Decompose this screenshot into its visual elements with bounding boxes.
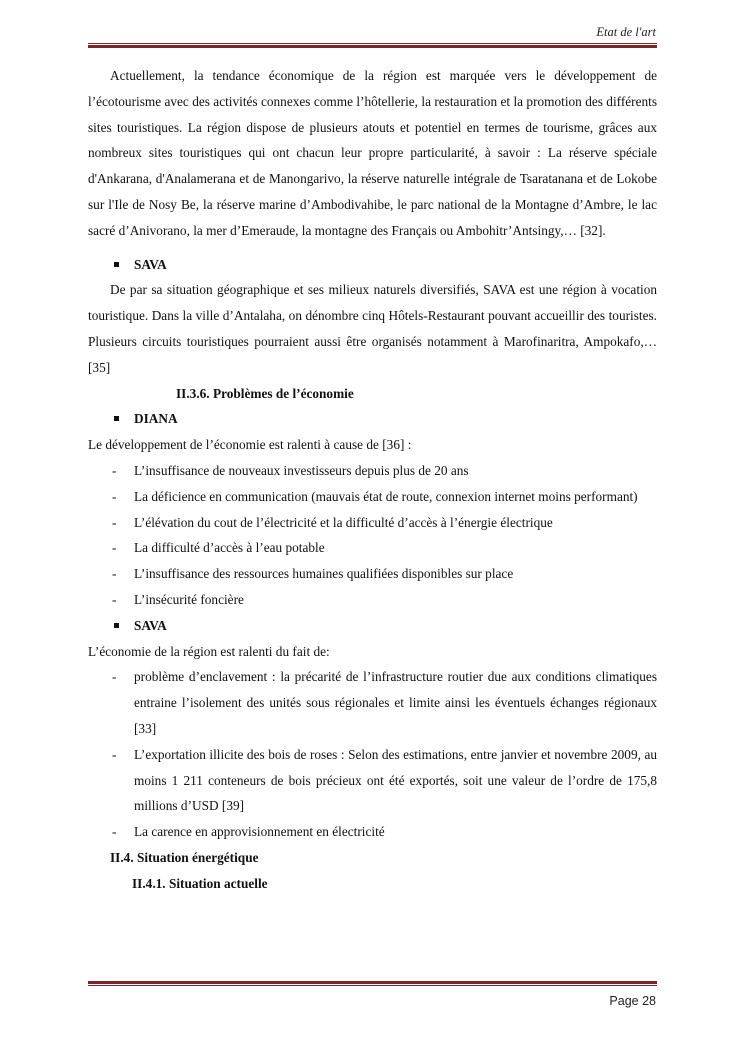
paragraph-tourism-diana: Actuellement, la tendance économique de la région est marquée vers le développement de l’écotourisme avec des activités connexes comme l’hôtellerie, la restauration et la promotion des différents sites touristiques. La région dispose de plusieurs atouts et potentiel en termes de tourisme, grâces aux nombreux sites touristiques qui ont chacun leur propre particularité, à savoir : La réserve spéciale d'Ankarana, d'Analamerana et de Manongarivo, la réserve naturelle intégrale de Tsaratanana et de Lokobe sur l'Ile de Nosy Be, la réserve marine d’Ambodivahibe, le parc national de la Montagne d’Ambre, le lac sacré d’Anivorano, la mer d’Emeraude, la montagne des Français ou Ambohitr’Antsingy,… [32]. xyxy=(88,68,657,238)
section-title-economy-problems: II.3.6. Problèmes de l’économie xyxy=(176,385,354,401)
page-header-title: Etat de l'art xyxy=(596,25,656,39)
paragraph-tourism-sava: De par sa situation géographique et ses milieux naturels diversifiés, SAVA est une région à vocation touristique. Dans la ville d’Antalaha, on dénombre cinq Hôtels-Restaurant pouvant accueillir des touristes. Plusieurs circuits touristiques pourraient aussi être organisés notamment à Marofinaritra, Ampokafo,… [35] xyxy=(88,282,657,375)
list-item: - La difficulté d’accès à l’eau potable xyxy=(112,540,325,556)
header-rule xyxy=(88,43,657,48)
square-bullet-icon xyxy=(114,416,119,421)
list-item: - L’élévation du cout de l’électricité et la difficulté d’accès à l’énergie électrique xyxy=(112,514,553,530)
footer-rule xyxy=(88,981,657,986)
bullet-diana xyxy=(88,406,657,432)
list-item: - L’insécurité foncière xyxy=(112,591,244,607)
bullet-label: SAVA xyxy=(134,256,167,272)
list-item: - La carence en approvisionnement en électricité xyxy=(112,824,385,840)
list-item: - problème d’enclavement : la précarité de l’infrastructure routier due aux conditions climatiques entraine l’isolement des unités sous régionales et limite ainsi les éventuels échanges régionaux [33] xyxy=(112,669,657,736)
list-item: - L’insuffisance de nouveaux investisseurs depuis plus de 20 ans xyxy=(112,462,469,478)
bullet-sava-tourism xyxy=(88,252,657,278)
heading-current-situation: II.4.1. Situation actuelle xyxy=(132,875,268,891)
square-bullet-icon xyxy=(114,262,119,267)
diana-intro: Le développement de l’économie est ralenti à cause de [36] : xyxy=(88,437,412,453)
list-item: - La déficience en communication (mauvais état de route, connexion internet moins performant) xyxy=(112,488,638,504)
square-bullet-icon xyxy=(114,623,119,628)
bullet-label: SAVA xyxy=(134,617,167,633)
page-number: Page 28 xyxy=(609,994,656,1008)
sava-intro: L’économie de la région est ralenti du fait de: xyxy=(88,643,330,659)
page-content xyxy=(88,63,657,897)
bullet-label: DIANA xyxy=(134,411,178,427)
heading-energy-situation: II.4. Situation énergétique xyxy=(110,849,259,865)
list-item: - L’exportation illicite des bois de roses : Selon des estimations, entre janvier et novembre 2009, au moins 1 211 conteneurs de bois précieux ont été exportés, soit une valeur de l’ordre de 175,8 millions d’USD [39] xyxy=(112,746,657,814)
list-item: - L’insuffisance des ressources humaines qualifiées disponibles sur place xyxy=(112,566,514,582)
bullet-sava-problems xyxy=(88,613,657,639)
